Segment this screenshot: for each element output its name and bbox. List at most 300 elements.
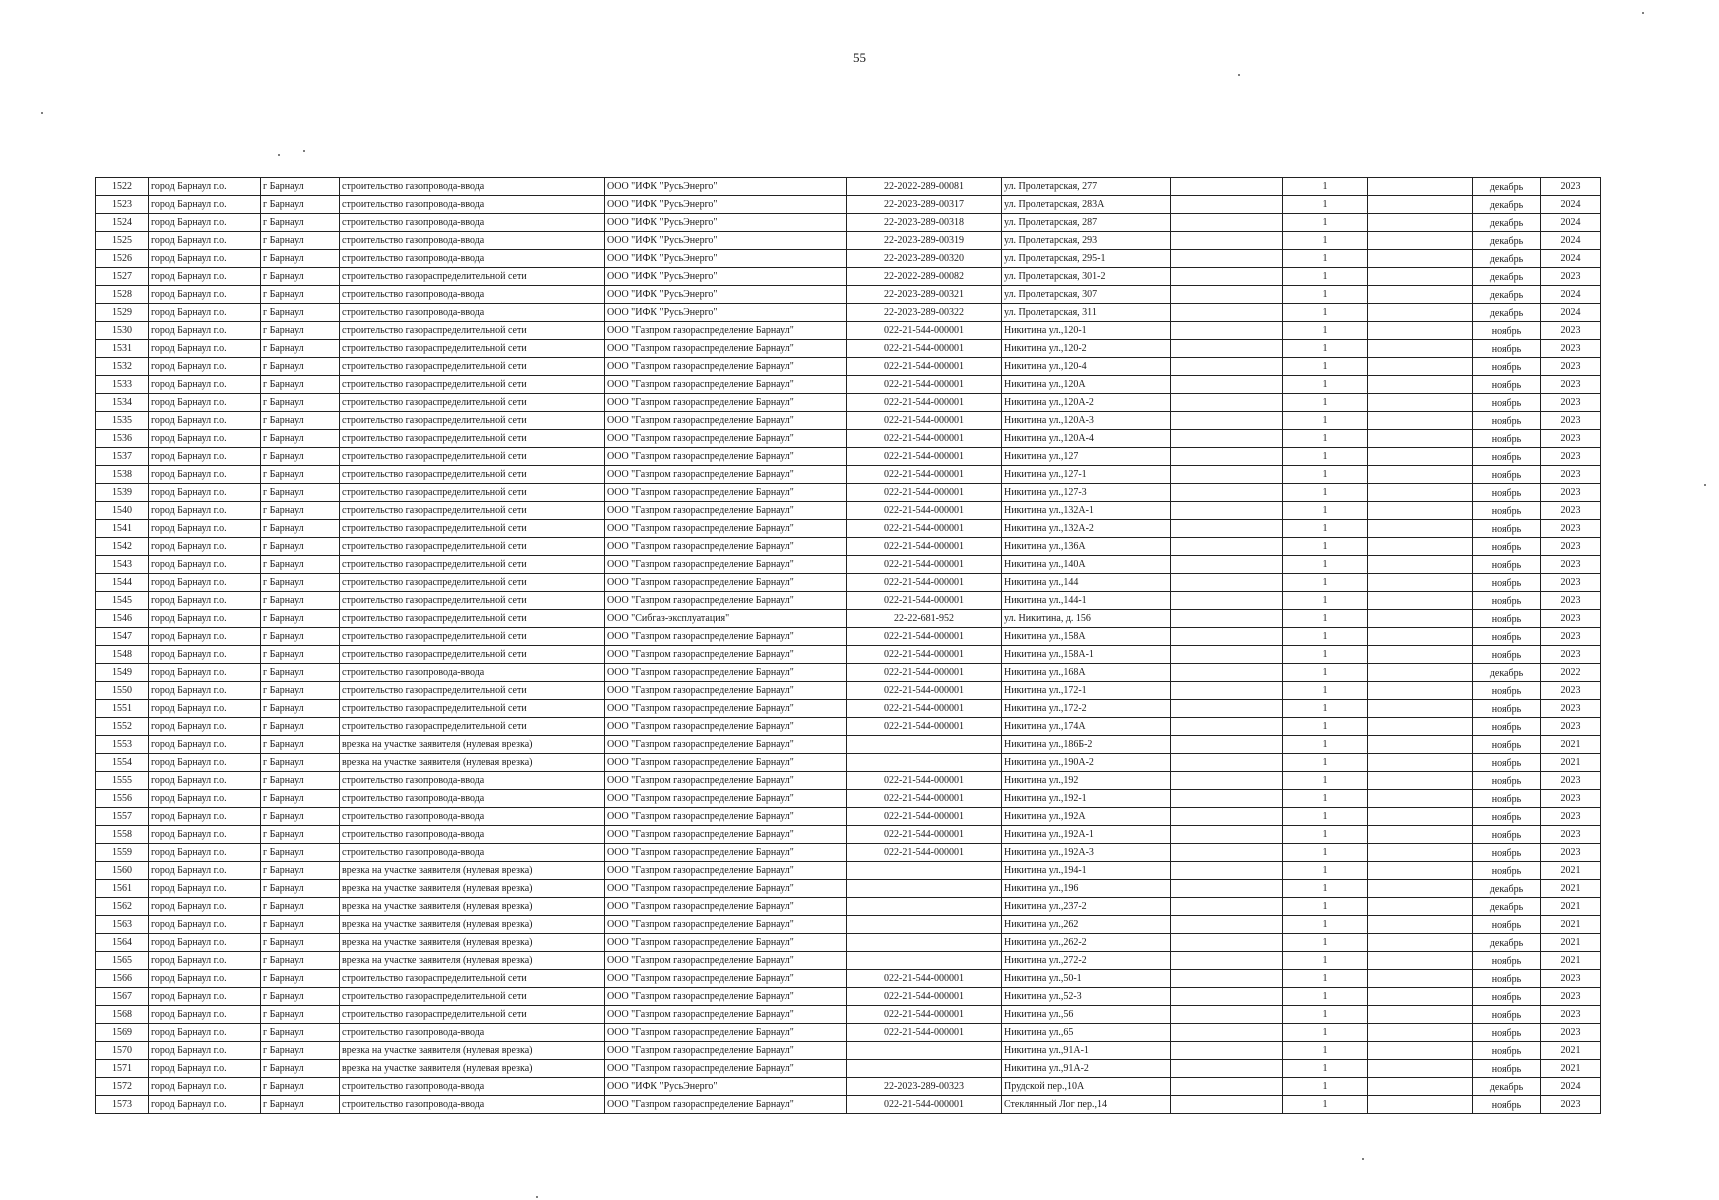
quantity-cell: 1 (1283, 250, 1368, 268)
address-cell: Никитина ул.,192А-3 (1002, 844, 1171, 862)
organization-cell: ООО "ИФК "РусьЭнерго" (605, 250, 847, 268)
municipality-cell: город Барнаул г.о. (149, 592, 261, 610)
license-number-cell: 022-21-544-000001 (847, 844, 1002, 862)
empty-cell-cell (1171, 1006, 1283, 1024)
municipality-cell: город Барнаул г.о. (149, 1078, 261, 1096)
address-cell: Никитина ул.,262-2 (1002, 934, 1171, 952)
month-cell: ноябрь (1473, 466, 1541, 484)
quantity-cell: 1 (1283, 646, 1368, 664)
organization-cell: ООО "ИФК "РусьЭнерго" (605, 268, 847, 286)
municipality-cell: город Барнаул г.о. (149, 700, 261, 718)
table-row (96, 1096, 1601, 1114)
table-row (96, 574, 1601, 592)
empty-cell-cell (1171, 556, 1283, 574)
row-number-cell: 1554 (96, 754, 149, 772)
municipality-cell: город Барнаул г.о. (149, 484, 261, 502)
row-number-cell: 1556 (96, 790, 149, 808)
settlement-cell: г Барнаул (261, 556, 340, 574)
table-row (96, 358, 1601, 376)
year-cell: 2024 (1541, 214, 1601, 232)
organization-cell: ООО "Газпром газораспределение Барнаул" (605, 340, 847, 358)
address-cell: ул. Пролетарская, 277 (1002, 178, 1171, 196)
address-cell: ул. Никитина, д. 156 (1002, 610, 1171, 628)
license-number-cell (847, 754, 1002, 772)
empty-cell-cell (1368, 646, 1473, 664)
quantity-cell: 1 (1283, 1096, 1368, 1114)
work-type-cell: строительство газораспределительной сети (340, 394, 605, 412)
month-cell: декабрь (1473, 232, 1541, 250)
year-cell: 2024 (1541, 1078, 1601, 1096)
quantity-cell: 1 (1283, 412, 1368, 430)
address-cell: Никитина ул.,120-2 (1002, 340, 1171, 358)
address-cell: Никитина ул.,120-4 (1002, 358, 1171, 376)
license-number-cell: 022-21-544-000001 (847, 466, 1002, 484)
work-type-cell: строительство газопровода-ввода (340, 1096, 605, 1114)
quantity-cell: 1 (1283, 934, 1368, 952)
settlement-cell: г Барнаул (261, 1042, 340, 1060)
year-cell: 2023 (1541, 484, 1601, 502)
quantity-cell: 1 (1283, 790, 1368, 808)
municipality-cell: город Барнаул г.о. (149, 322, 261, 340)
month-cell: ноябрь (1473, 826, 1541, 844)
license-number-cell: 022-21-544-000001 (847, 664, 1002, 682)
month-cell: ноябрь (1473, 484, 1541, 502)
empty-cell-cell (1368, 538, 1473, 556)
row-number-cell: 1533 (96, 376, 149, 394)
quantity-cell: 1 (1283, 682, 1368, 700)
quantity-cell: 1 (1283, 754, 1368, 772)
address-cell: Никитина ул.,120А-4 (1002, 430, 1171, 448)
license-number-cell: 022-21-544-000001 (847, 358, 1002, 376)
address-cell: Никитина ул.,192-1 (1002, 790, 1171, 808)
address-cell: ул. Пролетарская, 293 (1002, 232, 1171, 250)
address-cell: ул. Пролетарская, 301-2 (1002, 268, 1171, 286)
month-cell: ноябрь (1473, 574, 1541, 592)
quantity-cell: 1 (1283, 484, 1368, 502)
empty-cell-cell (1368, 736, 1473, 754)
license-number-cell: 022-21-544-000001 (847, 322, 1002, 340)
month-cell: декабрь (1473, 286, 1541, 304)
license-number-cell: 22-2023-289-00320 (847, 250, 1002, 268)
organization-cell: ООО "Газпром газораспределение Барнаул" (605, 322, 847, 340)
license-number-cell: 022-21-544-000001 (847, 700, 1002, 718)
year-cell: 2023 (1541, 268, 1601, 286)
empty-cell-cell (1171, 340, 1283, 358)
address-cell: Никитина ул.,127-3 (1002, 484, 1171, 502)
row-number-cell: 1534 (96, 394, 149, 412)
empty-cell-cell (1368, 196, 1473, 214)
empty-cell-cell (1171, 196, 1283, 214)
work-type-cell: строительство газораспределительной сети (340, 682, 605, 700)
quantity-cell: 1 (1283, 988, 1368, 1006)
address-cell: ул. Пролетарская, 287 (1002, 214, 1171, 232)
year-cell: 2023 (1541, 610, 1601, 628)
year-cell: 2021 (1541, 736, 1601, 754)
address-cell: ул. Пролетарская, 295-1 (1002, 250, 1171, 268)
empty-cell-cell (1368, 826, 1473, 844)
quantity-cell: 1 (1283, 268, 1368, 286)
organization-cell: ООО "Газпром газораспределение Барнаул" (605, 412, 847, 430)
address-cell: Никитина ул.,132А-1 (1002, 502, 1171, 520)
year-cell: 2023 (1541, 538, 1601, 556)
work-type-cell: строительство газораспределительной сети (340, 628, 605, 646)
license-number-cell: 22-2023-289-00323 (847, 1078, 1002, 1096)
license-number-cell: 22-22-681-952 (847, 610, 1002, 628)
table-row (96, 1024, 1601, 1042)
organization-cell: ООО "Газпром газораспределение Барнаул" (605, 592, 847, 610)
address-cell: Никитина ул.,174А (1002, 718, 1171, 736)
work-type-cell: врезка на участке заявителя (нулевая врезка) (340, 736, 605, 754)
empty-cell-cell (1368, 610, 1473, 628)
month-cell: ноябрь (1473, 1060, 1541, 1078)
quantity-cell: 1 (1283, 322, 1368, 340)
quantity-cell: 1 (1283, 538, 1368, 556)
empty-cell-cell (1171, 232, 1283, 250)
year-cell: 2023 (1541, 844, 1601, 862)
empty-cell-cell (1171, 376, 1283, 394)
empty-cell-cell (1368, 214, 1473, 232)
address-cell: Никитина ул.,192А (1002, 808, 1171, 826)
month-cell: ноябрь (1473, 970, 1541, 988)
empty-cell-cell (1171, 664, 1283, 682)
empty-cell-cell (1368, 484, 1473, 502)
municipality-cell: город Барнаул г.о. (149, 448, 261, 466)
month-cell: ноябрь (1473, 700, 1541, 718)
empty-cell-cell (1368, 394, 1473, 412)
municipality-cell: город Барнаул г.о. (149, 358, 261, 376)
year-cell: 2023 (1541, 700, 1601, 718)
license-number-cell: 022-21-544-000001 (847, 772, 1002, 790)
table-row (96, 970, 1601, 988)
license-number-cell: 022-21-544-000001 (847, 1096, 1002, 1114)
table-row (96, 952, 1601, 970)
organization-cell: ООО "Газпром газораспределение Барнаул" (605, 880, 847, 898)
row-number-cell: 1560 (96, 862, 149, 880)
year-cell: 2023 (1541, 718, 1601, 736)
month-cell: ноябрь (1473, 394, 1541, 412)
year-cell: 2023 (1541, 628, 1601, 646)
license-number-cell: 022-21-544-000001 (847, 556, 1002, 574)
empty-cell-cell (1368, 250, 1473, 268)
settlement-cell: г Барнаул (261, 844, 340, 862)
month-cell: ноябрь (1473, 448, 1541, 466)
license-number-cell: 22-2023-289-00322 (847, 304, 1002, 322)
month-cell: ноябрь (1473, 538, 1541, 556)
quantity-cell: 1 (1283, 394, 1368, 412)
settlement-cell: г Барнаул (261, 592, 340, 610)
empty-cell-cell (1171, 772, 1283, 790)
settlement-cell: г Барнаул (261, 1024, 340, 1042)
month-cell: ноябрь (1473, 592, 1541, 610)
year-cell: 2023 (1541, 178, 1601, 196)
year-cell: 2021 (1541, 1042, 1601, 1060)
municipality-cell: город Барнаул г.о. (149, 232, 261, 250)
organization-cell: ООО "Газпром газораспределение Барнаул" (605, 826, 847, 844)
empty-cell-cell (1171, 1078, 1283, 1096)
municipality-cell: город Барнаул г.о. (149, 844, 261, 862)
settlement-cell: г Барнаул (261, 988, 340, 1006)
row-number-cell: 1559 (96, 844, 149, 862)
work-type-cell: врезка на участке заявителя (нулевая врезка) (340, 1060, 605, 1078)
settlement-cell: г Барнаул (261, 628, 340, 646)
license-number-cell: 022-21-544-000001 (847, 412, 1002, 430)
empty-cell-cell (1368, 898, 1473, 916)
organization-cell: ООО "Газпром газораспределение Барнаул" (605, 538, 847, 556)
organization-cell: ООО "Газпром газораспределение Барнаул" (605, 646, 847, 664)
row-number-cell: 1568 (96, 1006, 149, 1024)
row-number-cell: 1522 (96, 178, 149, 196)
work-type-cell: врезка на участке заявителя (нулевая врезка) (340, 880, 605, 898)
empty-cell-cell (1171, 502, 1283, 520)
quantity-cell: 1 (1283, 340, 1368, 358)
table-row (96, 232, 1601, 250)
empty-cell-cell (1368, 808, 1473, 826)
license-number-cell: 022-21-544-000001 (847, 340, 1002, 358)
organization-cell: ООО "Газпром газораспределение Барнаул" (605, 790, 847, 808)
settlement-cell: г Барнаул (261, 772, 340, 790)
empty-cell-cell (1368, 412, 1473, 430)
empty-cell-cell (1171, 952, 1283, 970)
settlement-cell: г Барнаул (261, 538, 340, 556)
table-row (96, 880, 1601, 898)
year-cell: 2023 (1541, 394, 1601, 412)
settlement-cell: г Барнаул (261, 196, 340, 214)
empty-cell-cell (1171, 610, 1283, 628)
organization-cell: ООО "ИФК "РусьЭнерго" (605, 1078, 847, 1096)
municipality-cell: город Барнаул г.о. (149, 1024, 261, 1042)
address-cell: Никитина ул.,158А-1 (1002, 646, 1171, 664)
municipality-cell: город Барнаул г.о. (149, 412, 261, 430)
work-type-cell: строительство газораспределительной сети (340, 520, 605, 538)
municipality-cell: город Барнаул г.о. (149, 628, 261, 646)
address-cell: Никитина ул.,192 (1002, 772, 1171, 790)
municipality-cell: город Барнаул г.о. (149, 520, 261, 538)
quantity-cell: 1 (1283, 826, 1368, 844)
organization-cell: ООО "Газпром газораспределение Барнаул" (605, 520, 847, 538)
month-cell: ноябрь (1473, 1096, 1541, 1114)
address-cell: Никитина ул.,144-1 (1002, 592, 1171, 610)
row-number-cell: 1543 (96, 556, 149, 574)
work-type-cell: строительство газораспределительной сети (340, 556, 605, 574)
organization-cell: ООО "Газпром газораспределение Барнаул" (605, 862, 847, 880)
month-cell: ноябрь (1473, 520, 1541, 538)
quantity-cell: 1 (1283, 898, 1368, 916)
page-number: 55 (853, 50, 866, 65)
work-type-cell: строительство газопровода-ввода (340, 664, 605, 682)
row-number-cell: 1527 (96, 268, 149, 286)
address-cell: Никитина ул.,52-3 (1002, 988, 1171, 1006)
empty-cell-cell (1368, 1060, 1473, 1078)
municipality-cell: город Барнаул г.о. (149, 610, 261, 628)
empty-cell-cell (1368, 430, 1473, 448)
month-cell: ноябрь (1473, 358, 1541, 376)
work-type-cell: строительство газопровода-ввода (340, 286, 605, 304)
table-row (96, 790, 1601, 808)
settlement-cell: г Барнаул (261, 430, 340, 448)
work-type-cell: строительство газораспределительной сети (340, 718, 605, 736)
address-cell: ул. Пролетарская, 311 (1002, 304, 1171, 322)
table-row (96, 340, 1601, 358)
organization-cell: ООО "Газпром газораспределение Барнаул" (605, 1042, 847, 1060)
year-cell: 2023 (1541, 790, 1601, 808)
empty-cell-cell (1171, 790, 1283, 808)
year-cell: 2023 (1541, 970, 1601, 988)
organization-cell: ООО "Газпром газораспределение Барнаул" (605, 556, 847, 574)
year-cell: 2023 (1541, 466, 1601, 484)
work-type-cell: врезка на участке заявителя (нулевая врезка) (340, 862, 605, 880)
row-number-cell: 1549 (96, 664, 149, 682)
municipality-cell: город Барнаул г.о. (149, 862, 261, 880)
work-type-cell: врезка на участке заявителя (нулевая врезка) (340, 934, 605, 952)
work-type-cell: строительство газопровода-ввода (340, 844, 605, 862)
organization-cell: ООО "Газпром газораспределение Барнаул" (605, 808, 847, 826)
settlement-cell: г Барнаул (261, 916, 340, 934)
municipality-cell: город Барнаул г.о. (149, 754, 261, 772)
empty-cell-cell (1368, 322, 1473, 340)
organization-cell: ООО "Газпром газораспределение Барнаул" (605, 844, 847, 862)
row-number-cell: 1566 (96, 970, 149, 988)
work-type-cell: врезка на участке заявителя (нулевая врезка) (340, 952, 605, 970)
municipality-cell: город Барнаул г.о. (149, 556, 261, 574)
empty-cell-cell (1171, 700, 1283, 718)
table-body (96, 178, 1601, 1114)
empty-cell-cell (1368, 916, 1473, 934)
year-cell: 2023 (1541, 772, 1601, 790)
empty-cell-cell (1368, 1006, 1473, 1024)
year-cell: 2023 (1541, 988, 1601, 1006)
month-cell: ноябрь (1473, 1042, 1541, 1060)
empty-cell-cell (1171, 1042, 1283, 1060)
month-cell: декабрь (1473, 880, 1541, 898)
license-number-cell: 022-21-544-000001 (847, 538, 1002, 556)
table-row (96, 1006, 1601, 1024)
work-type-cell: строительство газораспределительной сети (340, 646, 605, 664)
quantity-cell: 1 (1283, 808, 1368, 826)
month-cell: декабрь (1473, 196, 1541, 214)
settlement-cell: г Барнаул (261, 826, 340, 844)
table-row (96, 934, 1601, 952)
settlement-cell: г Барнаул (261, 484, 340, 502)
quantity-cell: 1 (1283, 1042, 1368, 1060)
table-row (96, 304, 1601, 322)
month-cell: декабрь (1473, 304, 1541, 322)
month-cell: ноябрь (1473, 610, 1541, 628)
municipality-cell: город Барнаул г.о. (149, 286, 261, 304)
quantity-cell: 1 (1283, 1060, 1368, 1078)
settlement-cell: г Барнаул (261, 898, 340, 916)
settlement-cell: г Барнаул (261, 214, 340, 232)
municipality-cell: город Барнаул г.о. (149, 1096, 261, 1114)
empty-cell-cell (1368, 664, 1473, 682)
municipality-cell: город Барнаул г.о. (149, 466, 261, 484)
quantity-cell: 1 (1283, 286, 1368, 304)
municipality-cell: город Барнаул г.о. (149, 1060, 261, 1078)
year-cell: 2024 (1541, 250, 1601, 268)
table-row (96, 538, 1601, 556)
month-cell: ноябрь (1473, 376, 1541, 394)
table-row (96, 916, 1601, 934)
scan-speck (1238, 74, 1240, 76)
empty-cell-cell (1171, 286, 1283, 304)
month-cell: ноябрь (1473, 952, 1541, 970)
work-type-cell: строительство газопровода-ввода (340, 304, 605, 322)
municipality-cell: город Барнаул г.о. (149, 646, 261, 664)
quantity-cell: 1 (1283, 502, 1368, 520)
license-number-cell: 22-2022-289-00082 (847, 268, 1002, 286)
table-row (96, 898, 1601, 916)
row-number-cell: 1530 (96, 322, 149, 340)
municipality-cell: город Барнаул г.о. (149, 808, 261, 826)
quantity-cell: 1 (1283, 736, 1368, 754)
row-number-cell: 1539 (96, 484, 149, 502)
empty-cell-cell (1368, 286, 1473, 304)
table-row (96, 196, 1601, 214)
table-row (96, 862, 1601, 880)
row-number-cell: 1532 (96, 358, 149, 376)
empty-cell-cell (1171, 322, 1283, 340)
empty-cell-cell (1171, 916, 1283, 934)
settlement-cell: г Барнаул (261, 664, 340, 682)
empty-cell-cell (1368, 466, 1473, 484)
work-type-cell: строительство газораспределительной сети (340, 700, 605, 718)
row-number-cell: 1541 (96, 520, 149, 538)
settlement-cell: г Барнаул (261, 466, 340, 484)
municipality-cell: город Барнаул г.о. (149, 682, 261, 700)
empty-cell-cell (1368, 1096, 1473, 1114)
work-type-cell: строительство газопровода-ввода (340, 178, 605, 196)
settlement-cell: г Барнаул (261, 646, 340, 664)
license-number-cell: 022-21-544-000001 (847, 682, 1002, 700)
address-cell: Никитина ул.,65 (1002, 1024, 1171, 1042)
month-cell: декабрь (1473, 664, 1541, 682)
row-number-cell: 1546 (96, 610, 149, 628)
row-number-cell: 1570 (96, 1042, 149, 1060)
municipality-cell: город Барнаул г.о. (149, 952, 261, 970)
month-cell: ноябрь (1473, 682, 1541, 700)
municipality-cell: город Барнаул г.о. (149, 988, 261, 1006)
month-cell: ноябрь (1473, 1024, 1541, 1042)
municipality-cell: город Барнаул г.о. (149, 790, 261, 808)
license-number-cell: 022-21-544-000001 (847, 592, 1002, 610)
empty-cell-cell (1368, 880, 1473, 898)
quantity-cell: 1 (1283, 430, 1368, 448)
organization-cell: ООО "Газпром газораспределение Барнаул" (605, 952, 847, 970)
year-cell: 2023 (1541, 430, 1601, 448)
address-cell: Никитина ул.,272-2 (1002, 952, 1171, 970)
row-number-cell: 1542 (96, 538, 149, 556)
year-cell: 2024 (1541, 286, 1601, 304)
quantity-cell: 1 (1283, 304, 1368, 322)
municipality-cell: город Барнаул г.о. (149, 538, 261, 556)
year-cell: 2023 (1541, 502, 1601, 520)
empty-cell-cell (1368, 700, 1473, 718)
organization-cell: ООО "Газпром газораспределение Барнаул" (605, 430, 847, 448)
address-cell: Никитина ул.,262 (1002, 916, 1171, 934)
row-number-cell: 1536 (96, 430, 149, 448)
settlement-cell: г Барнаул (261, 178, 340, 196)
work-type-cell: строительство газораспределительной сети (340, 376, 605, 394)
work-type-cell: строительство газораспределительной сети (340, 484, 605, 502)
empty-cell-cell (1368, 376, 1473, 394)
address-cell: Никитина ул.,136А (1002, 538, 1171, 556)
organization-cell: ООО "Газпром газораспределение Барнаул" (605, 754, 847, 772)
quantity-cell: 1 (1283, 628, 1368, 646)
empty-cell-cell (1368, 862, 1473, 880)
settlement-cell: г Барнаул (261, 358, 340, 376)
address-cell: Никитина ул.,120А (1002, 376, 1171, 394)
empty-cell-cell (1171, 520, 1283, 538)
table-row (96, 1060, 1601, 1078)
